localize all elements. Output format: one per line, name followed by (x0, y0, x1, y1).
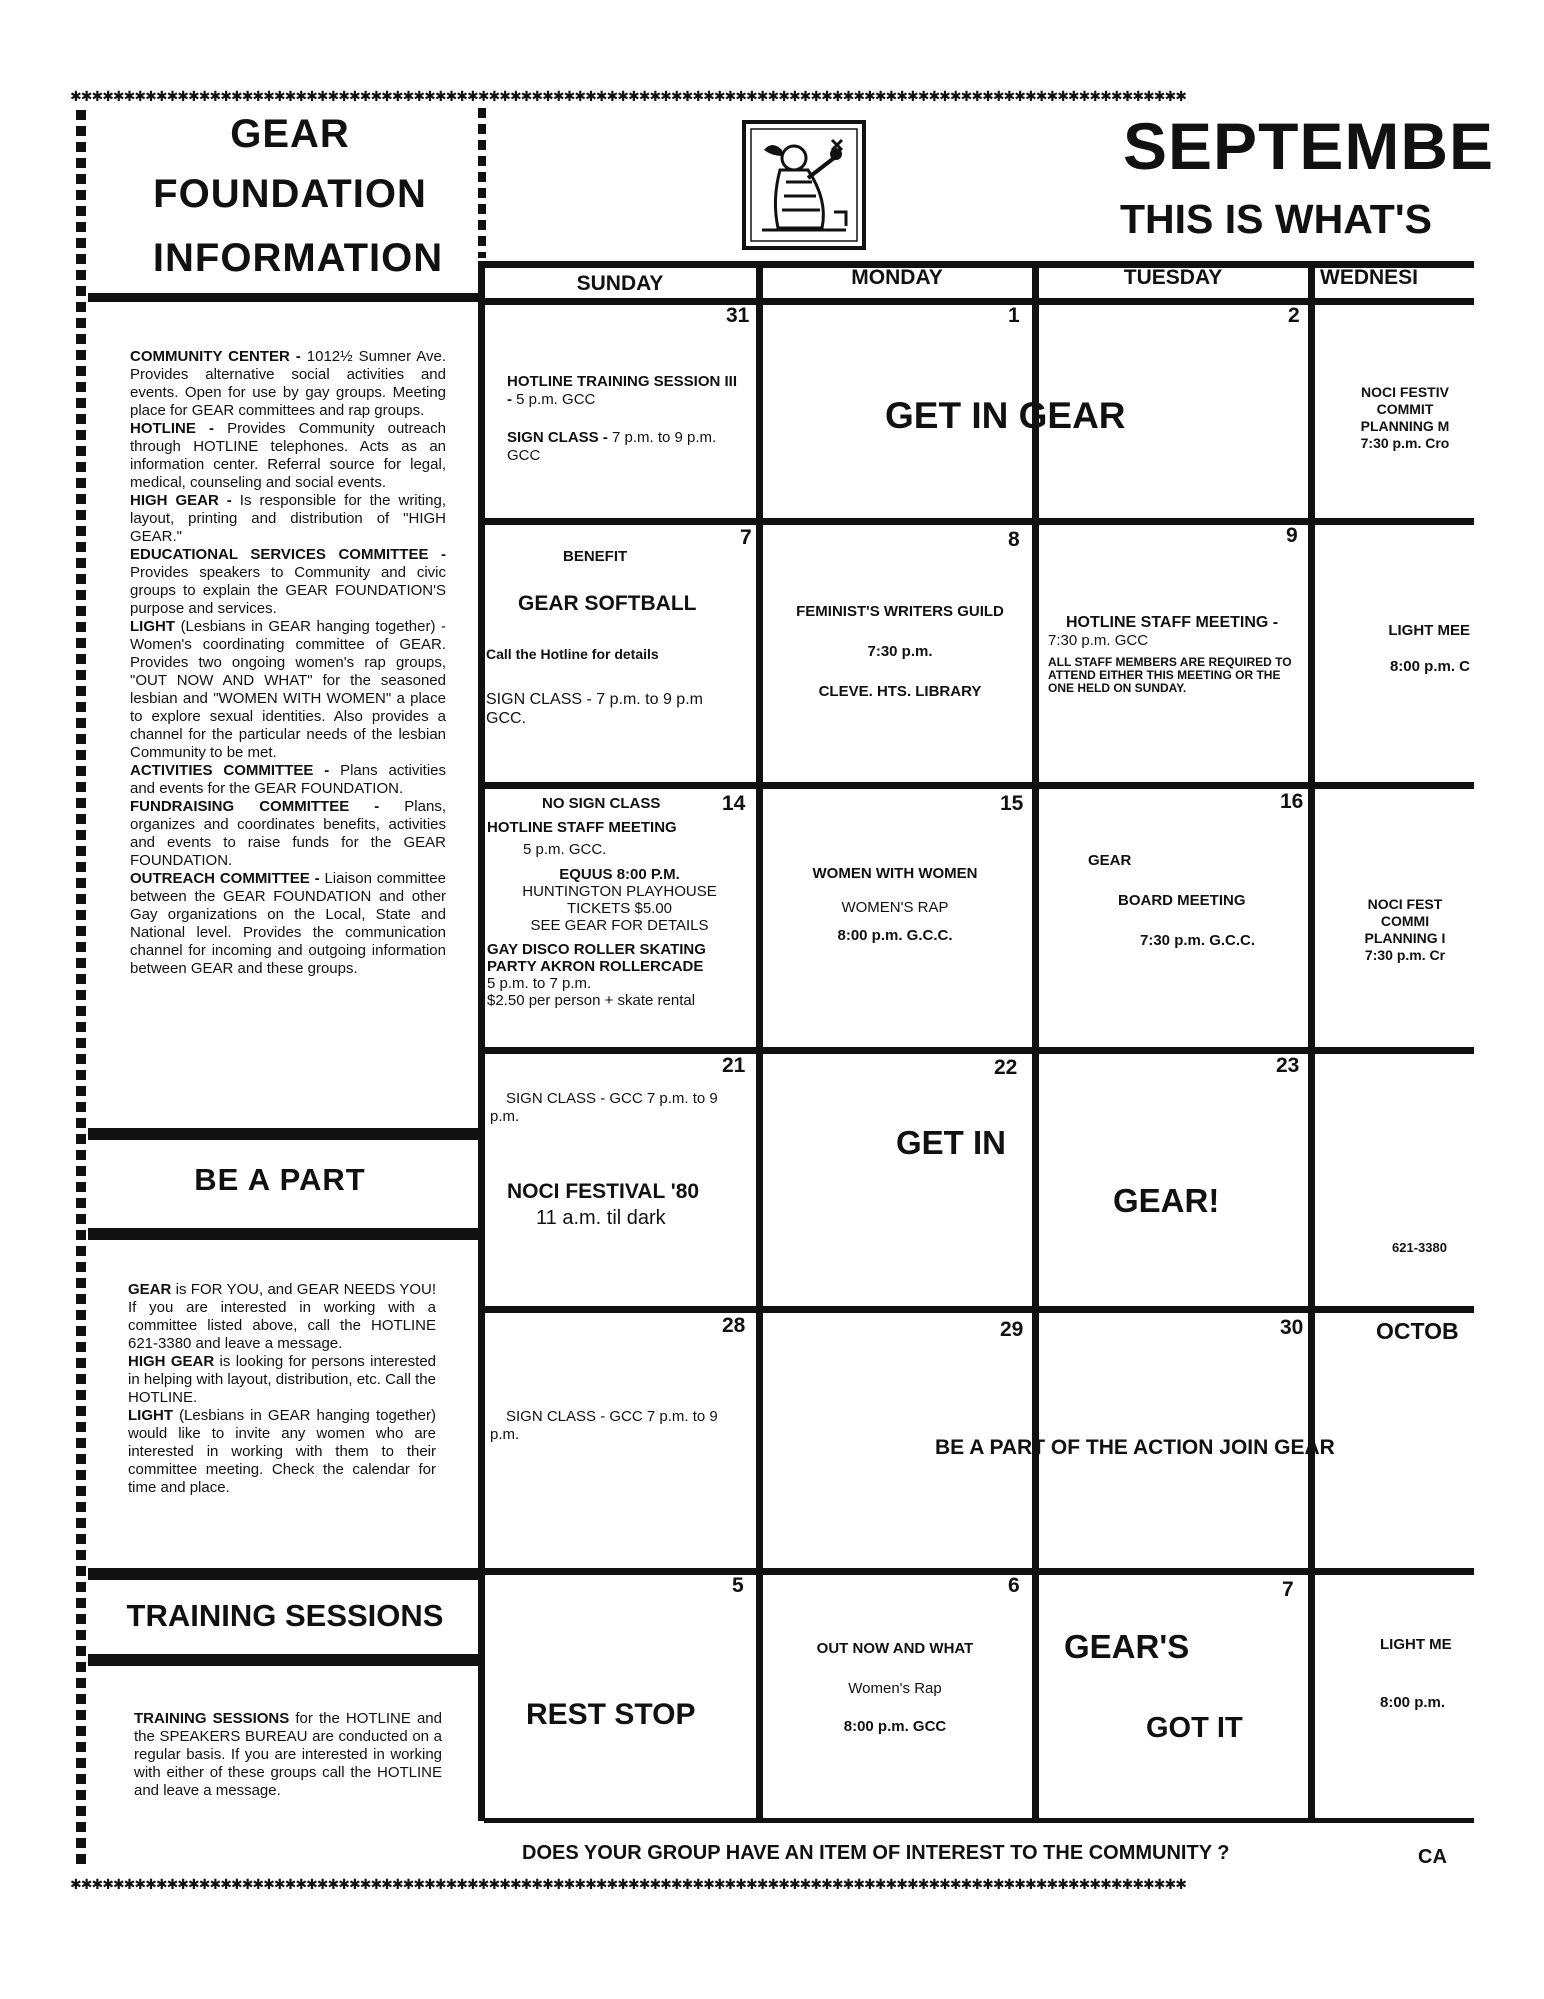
week3-wednesday-events: NOCI FEST COMMI PLANNING I 7:30 p.m. Cr (1364, 896, 1446, 963)
col-line-0 (478, 261, 485, 1821)
week1-wednesday-events: NOCI FESTIV COMMIT PLANNING M 7:30 p.m. Cro (1360, 384, 1450, 451)
date-7: 7 (740, 526, 752, 549)
sidebar-rule-3 (88, 1228, 478, 1240)
week6-rule (484, 1818, 1474, 1823)
top-star-border: ✱✱✱✱✱✱✱✱✱✱✱✱✱✱✱✱✱✱✱✱✱✱✱✱✱✱✱✱✱✱✱✱✱✱✱✱✱✱✱✱✱✱✱✱✱✱✱✱✱✱✱✱✱✱✱✱✱✱✱✱✱✱✱✱✱✱✱✱✱✱✱✱✱✱✱✱✱✱✱✱✱✱✱✱✱✱✱✱✱✱✱✱✱✱✱✱✱✱✱✱✱✱✱✱ (70, 90, 1186, 104)
gear-logo-icon (742, 120, 866, 250)
sidebar-rule-2 (88, 1128, 478, 1140)
date-30: 30 (1280, 1316, 1304, 1339)
info-community-center: COMMUNITY CENTER - 1012½ Sumner Ave. Provides alternative social activities and events. Open for use by gay groups. Meeting place for GEAR committees and rap groups. (130, 348, 446, 419)
bottom-star-border: ✱✱✱✱✱✱✱✱✱✱✱✱✱✱✱✱✱✱✱✱✱✱✱✱✱✱✱✱✱✱✱✱✱✱✱✱✱✱✱✱✱✱✱✱✱✱✱✱✱✱✱✱✱✱✱✱✱✱✱✱✱✱✱✱✱✱✱✱✱✱✱✱✱✱✱✱✱✱✱✱✱✱✱✱✱✱✱✱✱✱✱✱✱✱✱✱✱✱✱✱✱✱✱✱ (70, 1878, 1186, 1892)
sidebar-title-1: GEAR (230, 112, 350, 156)
footer-question: DOES YOUR GROUP HAVE AN ITEM OF INTEREST TO THE COMMUNITY ? (522, 1842, 1230, 1864)
week4-sign-class: SIGN CLASS - GCC 7 p.m. to 9 p.m. (490, 1090, 718, 1125)
week1-rule (484, 518, 1474, 525)
day-sunday: SUNDAY (576, 272, 664, 295)
date-29: 29 (1000, 1318, 1024, 1341)
date-22: 22 (994, 1056, 1018, 1079)
date-5: 5 (732, 1574, 744, 1597)
week1-sunday-events: HOTLINE TRAINING SESSION III - 5 p.m. GCC SIGN CLASS - 7 p.m. to 9 p.m. GCC (507, 373, 738, 464)
get-in-text: GET IN (896, 1124, 1007, 1161)
be-a-part-gear: GEAR is FOR YOU, and GEAR NEEDS YOU! If you are interested in working with a committee listed above, call the HOTLINE 621-3380 and leave a message. (128, 1281, 436, 1352)
week2-tuesday-events: HOTLINE STAFF MEETING - 7:30 p.m. GCC ALL STAFF MEMBERS ARE REQUIRED TO ATTEND EITHER THIS MEETING OR THE ONE HELD ON SUNDAY. (1048, 614, 1292, 695)
info-educational-services: EDUCATIONAL SERVICES COMMITTEE - Provides speakers to Community and civic groups to explain the GEAR FOUNDATION'S purpose and services. (130, 546, 446, 617)
week5-sign-class: SIGN CLASS - GCC 7 p.m. to 9 p.m. (490, 1408, 718, 1443)
month-title: SEPTEMBE (1123, 109, 1495, 183)
week2-sign-class: SIGN CLASS - 7 p.m. to 9 p.m GCC. (486, 691, 703, 727)
be-a-part-high-gear: HIGH GEAR is looking for persons interested in helping with layout, distribution, etc. Call the HOTLINE. (128, 1353, 436, 1406)
month-subtitle: THIS IS WHAT'S (1120, 196, 1432, 242)
col-line-2 (1032, 261, 1039, 1821)
info-activities: ACTIVITIES COMMITTEE - Plans activities and events for the GEAR FOUNDATION. (130, 762, 446, 797)
rest-stop: REST STOP (526, 1698, 696, 1731)
date-9: 9 (1286, 524, 1298, 547)
gear-softball: GEAR SOFTBALL (518, 592, 697, 615)
left-dashed-border (76, 110, 86, 1870)
sidebar-rule-5 (88, 1654, 478, 1666)
date-16: 16 (1280, 790, 1304, 813)
october-label: OCTOB (1376, 1318, 1459, 1344)
week3-tuesday-events: GEAR BOARD MEETING 7:30 p.m. G.C.C. (1088, 852, 1256, 949)
date-31: 31 (726, 304, 750, 327)
week3-rule (484, 1047, 1474, 1054)
week2-wednesday-events: LIGHT MEE 8:00 p.m. C (1388, 622, 1470, 675)
week2-rule (484, 782, 1474, 789)
get-in-gear-banner: GET IN GEAR (885, 395, 1126, 436)
date-2: 2 (1288, 304, 1300, 327)
training-text: TRAINING SESSIONS for the HOTLINE and the SPEAKERS BUREAU are conducted on a regular basis. If you are interested in working with either of these groups call the HOTLINE and leave a message. (134, 1710, 442, 1799)
gears-text: GEAR'S (1064, 1628, 1190, 1665)
noci-festival-time: 11 a.m. til dark (536, 1207, 666, 1229)
sidebar-rule-1 (88, 293, 478, 302)
week4-rule (484, 1306, 1474, 1313)
noci-festival: NOCI FESTIVAL '80 (507, 1180, 700, 1203)
day-tuesday: TUESDAY (1123, 266, 1223, 289)
got-it-text: GOT IT (1146, 1712, 1243, 1744)
info-fundraising: FUNDRAISING COMMITTEE - Plans, organizes and coordinates benefits, activities and events to raise funds for the GEAR FOUNDATION. (130, 798, 446, 869)
be-a-part-heading: BE A PART (194, 1162, 366, 1197)
info-outreach: OUTREACH COMMITTEE - Liaison committee between the GEAR FOUNDATION and other Gay organizations on the Local, State and National level. Provides the communication channel for incoming and outgoing information between GEAR and these groups. (130, 870, 446, 977)
date-15: 15 (1000, 792, 1024, 815)
date-1: 1 (1008, 304, 1020, 327)
week6-monday-events: OUT NOW AND WHAT Women's Rap 8:00 p.m. GCC (816, 1640, 974, 1735)
footer-tail: CA (1418, 1846, 1447, 1868)
week6-wednesday-events: LIGHT ME 8:00 p.m. (1380, 1636, 1452, 1711)
days-bottom-rule (484, 298, 1474, 305)
training-heading: TRAINING SESSIONS (126, 1598, 444, 1633)
week5-rule (484, 1568, 1474, 1575)
date-8: 8 (1008, 528, 1020, 551)
join-gear-banner: BE A PART OF THE ACTION JOIN GEAR (935, 1436, 1335, 1459)
date-28: 28 (722, 1314, 746, 1337)
date-21: 21 (722, 1054, 746, 1077)
sidebar-title-3: INFORMATION (152, 236, 444, 280)
hotline-number: 621-3380 (1392, 1240, 1447, 1255)
day-wednesday: WEDNESI (1320, 266, 1419, 289)
week3-monday-events: WOMEN WITH WOMEN WOMEN'S RAP 8:00 p.m. G.C.C. (812, 865, 978, 944)
week3-sunday-events: NO SIGN CLASS HOTLINE STAFF MEETING 5 p.m. GCC. EQUUS 8:00 P.M. HUNTINGTON PLAYHOUSE TICKETS $5.00 SEE GEAR FOR DETAILS GAY DISCO ROLLER SKATING PARTY AKRON ROLLERCADE 5 p.m. to 7 p.m. $2.50 per person + skate rental (487, 795, 717, 1009)
col-line-3 (1308, 261, 1315, 1821)
be-a-part-text (128, 1281, 436, 1497)
info-light: LIGHT (Lesbians in GEAR hanging together) - Women's coordinating committee of GEAR. Provides two ongoing women's rap groups, "OUT NOW AND WHAT" for the seasoned lesbian and "WOMEN WITH WOMEN" a place to explore sexual identities. Also provides a channel for the particular needs of the lesbian Community to be met. (130, 618, 446, 761)
date-14: 14 (722, 792, 746, 815)
divider-dashed-border (478, 108, 486, 258)
be-a-part-light: LIGHT (Lesbians in GEAR hanging together) would like to invite any women who are interested in working with them to their committee meeting. Check the calendar for time and place. (128, 1407, 436, 1496)
date-7-oct: 7 (1282, 1578, 1294, 1601)
info-hotline: HOTLINE - Provides Community outreach through HOTLINE telephones. Acts as an information center. Referral source for legal, medical, counseling and social events. (130, 420, 446, 491)
gear-exclaim-text: GEAR! (1113, 1182, 1220, 1219)
date-6: 6 (1008, 1574, 1020, 1597)
date-23: 23 (1276, 1054, 1300, 1077)
softball-details: Call the Hotline for details (486, 646, 659, 662)
benefit-label: BENEFIT (563, 548, 628, 565)
day-monday: MONDAY (851, 266, 943, 289)
sidebar-rule-4 (88, 1568, 478, 1580)
sidebar-title-2: FOUNDATION (153, 172, 427, 216)
info-high-gear: HIGH GEAR - Is responsible for the writing, layout, printing and distribution of "HIGH GEAR." (130, 492, 446, 545)
col-line-1 (756, 261, 763, 1821)
sidebar-info-text (130, 348, 446, 978)
week2-monday-events: FEMINIST'S WRITERS GUILD 7:30 p.m. CLEVE. HTS. LIBRARY (796, 603, 1004, 700)
